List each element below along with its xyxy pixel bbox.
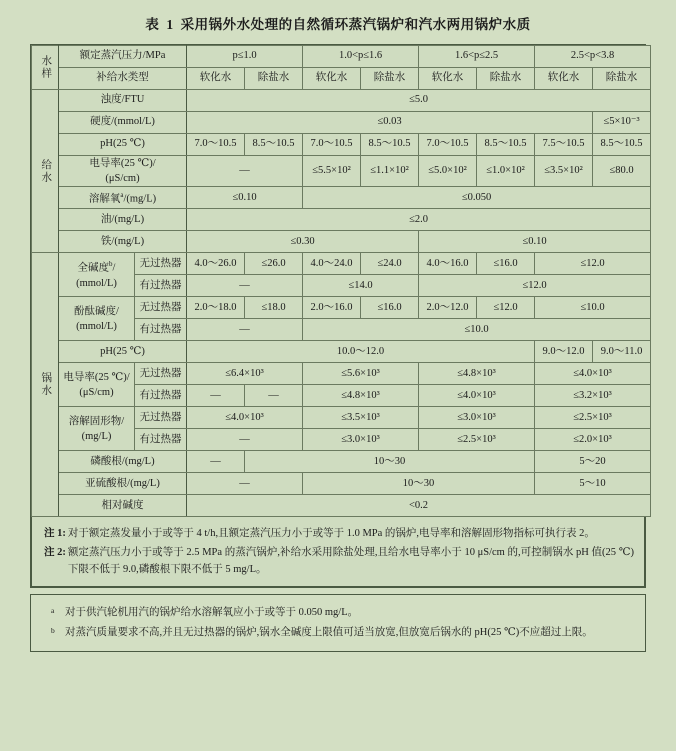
boilerwater-phosphate-value-2: 5～20 xyxy=(535,451,651,473)
feedwater-conductivity-value-5: ≤3.5×10² xyxy=(535,156,593,187)
subheader-with-heater-dissolved-solids: 有过热器 xyxy=(135,429,187,451)
feedwater-conductivity-value-6: ≤80.0 xyxy=(593,156,651,187)
boilerwater-conductivity-withheater-value-1: — xyxy=(245,385,303,407)
note-2-label: 注 2: xyxy=(44,546,66,558)
row-feedwater-iron xyxy=(32,231,651,253)
row-boilerwater-total-alkalinity xyxy=(32,253,651,275)
boilerwater-dissolved-solids-noheater-value-1: ≤3.5×10³ xyxy=(303,407,419,429)
table-title-prefix: 表 xyxy=(145,17,160,32)
header-makeup-type-2: 软化水 xyxy=(303,68,361,90)
table xyxy=(31,45,651,517)
boilerwater-sulfite-value-2: 5～10 xyxy=(535,473,651,495)
label-boilerwater-phosphate: 磷酸根/(mg/L) xyxy=(59,451,187,473)
boilerwater-ph-value-0: 10.0～12.0 xyxy=(187,341,535,363)
table-title-number: 1 xyxy=(166,17,174,32)
header-makeup-label: 补给水类型 xyxy=(59,68,187,90)
boilerwater-dissolved-solids-noheater-value-0: ≤4.0×10³ xyxy=(187,407,303,429)
header-makeup-type-1: 除盐水 xyxy=(245,68,303,90)
header-makeup-type-7: 除盐水 xyxy=(593,68,651,90)
feedwater-iron-value-0: ≤0.30 xyxy=(187,231,419,253)
feedwater-conductivity-value-0: — xyxy=(187,156,303,187)
subheader-no-heater-conductivity: 无过热器 xyxy=(135,363,187,385)
boilerwater-conductivity-withheater-value-4: ≤3.2×10³ xyxy=(535,385,651,407)
boilerwater-ph-value-2: 9.0～11.0 xyxy=(593,341,651,363)
boilerwater-phenolphthalein-alkalinity-noheater-value-6: ≤10.0 xyxy=(535,297,651,319)
feedwater-ph-value-4: 7.0～10.5 xyxy=(419,134,477,156)
notes-block xyxy=(31,517,645,587)
table-body xyxy=(32,46,651,517)
boilerwater-total-alkalinity-withheater-value-1: ≤14.0 xyxy=(303,275,419,297)
row-feedwater-turbidity xyxy=(32,90,651,112)
header-makeup-type-5: 除盐水 xyxy=(477,68,535,90)
boilerwater-phenolphthalein-alkalinity-noheater-value-1: ≤18.0 xyxy=(245,297,303,319)
row-feedwater-ph xyxy=(32,134,651,156)
boilerwater-relative-alkalinity-value-0: <0.2 xyxy=(187,495,651,517)
boilerwater-total-alkalinity-withheater-value-0: — xyxy=(187,275,303,297)
label-feedwater-iron: 铁/(mg/L) xyxy=(59,231,187,253)
note-2 xyxy=(44,544,634,579)
boilerwater-phenolphthalein-alkalinity-noheater-value-2: 2.0～16.0 xyxy=(303,297,361,319)
header-makeup-type-6: 软化水 xyxy=(535,68,593,90)
feedwater-iron-value-1: ≤0.10 xyxy=(419,231,651,253)
label-boilerwater-total-alkalinity: 全碱度$^b$/ (mmol/L) xyxy=(59,253,135,297)
boilerwater-dissolved-solids-withheater-value-1: ≤3.0×10³ xyxy=(303,429,419,451)
feedwater-hardness-value-1: ≤5×10⁻³ xyxy=(593,112,651,134)
header-pressure-label: 额定蒸汽压力/MPa xyxy=(59,46,187,68)
label-boilerwater-conductivity: 电导率(25 ℃)/ (μS/cm) xyxy=(59,363,135,407)
footnotes-block xyxy=(30,594,646,652)
subheader-no-heater-total-alkalinity: 无过热器 xyxy=(135,253,187,275)
label-boilerwater-relative-alkalinity: 相对碱度 xyxy=(59,495,187,517)
boilerwater-dissolved-solids-noheater-value-2: ≤3.0×10³ xyxy=(419,407,535,429)
row-feedwater-oil xyxy=(32,209,651,231)
group-label-boilerwater: 锅水 xyxy=(32,253,59,517)
boilerwater-total-alkalinity-noheater-value-2: 4.0～24.0 xyxy=(303,253,361,275)
feedwater-ph-value-1: 8.5～10.5 xyxy=(245,134,303,156)
row-boilerwater-dissolved-solids xyxy=(32,407,651,429)
feedwater-oil-value-0: ≤2.0 xyxy=(187,209,651,231)
row-boilerwater-conductivity xyxy=(32,363,651,385)
subheader-with-heater-phenolphthalein-alkalinity: 有过热器 xyxy=(135,319,187,341)
header-makeup-type-3: 除盐水 xyxy=(361,68,419,90)
boilerwater-total-alkalinity-noheater-value-6: ≤12.0 xyxy=(535,253,651,275)
feedwater-conductivity-value-4: ≤1.0×10² xyxy=(477,156,535,187)
boilerwater-phosphate-value-0: — xyxy=(187,451,245,473)
feedwater-hardness-value-0: ≤0.03 xyxy=(187,112,593,134)
group-label-feedwater: 给水 xyxy=(32,90,59,253)
row-boilerwater-sulfite xyxy=(32,473,651,495)
boilerwater-phenolphthalein-alkalinity-noheater-value-0: 2.0～18.0 xyxy=(187,297,245,319)
feedwater-turbidity-value-0: ≤5.0 xyxy=(187,90,651,112)
header-pressure-group-0: p≤1.0 xyxy=(187,46,303,68)
boilerwater-conductivity-withheater-value-3: ≤4.0×10³ xyxy=(419,385,535,407)
header-pressure-group-1: 1.0<p≤1.6 xyxy=(303,46,419,68)
note-1-label: 注 1: xyxy=(44,528,66,540)
label-boilerwater-phenolphthalein-alkalinity: 酚酞碱度/ (mmol/L) xyxy=(59,297,135,341)
boilerwater-sulfite-value-1: 10～30 xyxy=(303,473,535,495)
feedwater-ph-value-3: 8.5～10.5 xyxy=(361,134,419,156)
subheader-with-heater-conductivity: 有过热器 xyxy=(135,385,187,407)
boilerwater-phosphate-value-1: 10～30 xyxy=(245,451,535,473)
footnote-b-mark: b xyxy=(51,625,55,635)
label-feedwater-oil: 油/(mg/L) xyxy=(59,209,187,231)
feedwater-conductivity-value-3: ≤5.0×10² xyxy=(419,156,477,187)
label-feedwater-dissolved-oxygen: 溶解氧$^a$/(mg/L) xyxy=(59,187,187,209)
boilerwater-phenolphthalein-alkalinity-withheater-value-0: — xyxy=(187,319,303,341)
footnote-a-mark: a xyxy=(51,606,55,616)
label-boilerwater-ph: pH(25 ℃) xyxy=(59,341,187,363)
footnote-b xyxy=(51,624,633,641)
header-sample-label: 水样 xyxy=(32,46,59,90)
row-feedwater-dissolved-oxygen xyxy=(32,187,651,209)
subheader-with-heater-total-alkalinity: 有过热器 xyxy=(135,275,187,297)
boilerwater-sulfite-value-0: — xyxy=(187,473,303,495)
feedwater-ph-value-0: 7.0～10.5 xyxy=(187,134,245,156)
boilerwater-dissolved-solids-withheater-value-3: ≤2.0×10³ xyxy=(535,429,651,451)
footnote-b-text: 对蒸汽质量要求不高,并且无过热器的锅炉,锅水全碱度上限值可适当放宽,但放宽后锅水的 pH(25 ℃)不应超过上限。 xyxy=(65,626,593,638)
boilerwater-dissolved-solids-withheater-value-0: — xyxy=(187,429,303,451)
boilerwater-conductivity-noheater-value-1: ≤5.6×10³ xyxy=(303,363,419,385)
boilerwater-conductivity-withheater-value-2: ≤4.8×10³ xyxy=(303,385,419,407)
boilerwater-phenolphthalein-alkalinity-noheater-value-3: ≤16.0 xyxy=(361,297,419,319)
feedwater-ph-value-5: 8.5～10.5 xyxy=(477,134,535,156)
row-boilerwater-phenolphthalein-alkalinity xyxy=(32,297,651,319)
header-row-makeup xyxy=(32,68,651,90)
boilerwater-ph-value-1: 9.0～12.0 xyxy=(535,341,593,363)
note-1-text: 对于额定蒸发量小于或等于 4 t/h,且额定蒸汽压力小于或等于 1.0 MPa 的锅炉,电导率和溶解固形物指标可执行表 2。 xyxy=(67,528,595,540)
boilerwater-total-alkalinity-noheater-value-1: ≤26.0 xyxy=(245,253,303,275)
boilerwater-phenolphthalein-alkalinity-withheater-value-1: ≤10.0 xyxy=(303,319,651,341)
boilerwater-dissolved-solids-withheater-value-2: ≤2.5×10³ xyxy=(419,429,535,451)
boilerwater-conductivity-noheater-value-0: ≤6.4×10³ xyxy=(187,363,303,385)
feedwater-conductivity-value-1: ≤5.5×10² xyxy=(303,156,361,187)
header-makeup-type-4: 软化水 xyxy=(419,68,477,90)
header-pressure-group-3: 2.5<p<3.8 xyxy=(535,46,651,68)
label-feedwater-ph: pH(25 ℃) xyxy=(59,134,187,156)
boilerwater-conductivity-noheater-value-2: ≤4.8×10³ xyxy=(419,363,535,385)
header-pressure-group-2: 1.6<p≤2.5 xyxy=(419,46,535,68)
feedwater-ph-value-7: 8.5～10.5 xyxy=(593,134,651,156)
note-1 xyxy=(44,525,634,542)
row-boilerwater-ph xyxy=(32,341,651,363)
boilerwater-dissolved-solids-noheater-value-3: ≤2.5×10³ xyxy=(535,407,651,429)
subheader-no-heater-dissolved-solids: 无过热器 xyxy=(135,407,187,429)
label-boilerwater-sulfite: 亚硫酸根/(mg/L) xyxy=(59,473,187,495)
label-boilerwater-dissolved-solids: 溶解固形物/ (mg/L) xyxy=(59,407,135,451)
table-title xyxy=(0,0,676,44)
footnote-a-text: 对于供汽轮机用汽的锅炉给水溶解氧应小于或等于 0.050 mg/L。 xyxy=(65,607,359,619)
header-makeup-type-0: 软化水 xyxy=(187,68,245,90)
table-title-text: 采用锅外水处理的自然循环蒸汽锅炉和汽水两用锅炉水质 xyxy=(180,17,531,32)
boilerwater-total-alkalinity-withheater-value-2: ≤12.0 xyxy=(419,275,651,297)
boilerwater-total-alkalinity-noheater-value-0: 4.0～26.0 xyxy=(187,253,245,275)
label-feedwater-turbidity: 浊度/FTU xyxy=(59,90,187,112)
boilerwater-total-alkalinity-noheater-value-4: 4.0～16.0 xyxy=(419,253,477,275)
water-quality-table xyxy=(30,44,646,588)
feedwater-conductivity-value-2: ≤1.1×10² xyxy=(361,156,419,187)
label-feedwater-conductivity: 电导率(25 ℃)/ (μS/cm) xyxy=(59,156,187,187)
boilerwater-conductivity-withheater-value-0: — xyxy=(187,385,245,407)
row-feedwater-hardness xyxy=(32,112,651,134)
row-boilerwater-phosphate xyxy=(32,451,651,473)
boilerwater-conductivity-noheater-value-3: ≤4.0×10³ xyxy=(535,363,651,385)
header-row-pressure xyxy=(32,46,651,68)
feedwater-ph-value-6: 7.5～10.5 xyxy=(535,134,593,156)
boilerwater-total-alkalinity-noheater-value-5: ≤16.0 xyxy=(477,253,535,275)
footnote-a xyxy=(51,604,633,621)
note-2-text: 额定蒸汽压力小于或等于 2.5 MPa 的蒸汽锅炉,补给水采用除盐处理,且给水电导率小于 10 μS/cm 的,可控制锅水 pH 值(25 ℃)下限不低于 9.0,磷酸根下限不低于 5 mg/L。 xyxy=(67,546,634,576)
feedwater-dissolved-oxygen-value-0: ≤0.10 xyxy=(187,187,303,209)
boilerwater-phenolphthalein-alkalinity-noheater-value-4: 2.0～12.0 xyxy=(419,297,477,319)
feedwater-ph-value-2: 7.0～10.5 xyxy=(303,134,361,156)
feedwater-dissolved-oxygen-value-1: ≤0.050 xyxy=(303,187,651,209)
boilerwater-phenolphthalein-alkalinity-noheater-value-5: ≤12.0 xyxy=(477,297,535,319)
boilerwater-total-alkalinity-noheater-value-3: ≤24.0 xyxy=(361,253,419,275)
label-feedwater-hardness: 硬度/(mmol/L) xyxy=(59,112,187,134)
row-boilerwater-relative-alkalinity xyxy=(32,495,651,517)
subheader-no-heater-phenolphthalein-alkalinity: 无过热器 xyxy=(135,297,187,319)
